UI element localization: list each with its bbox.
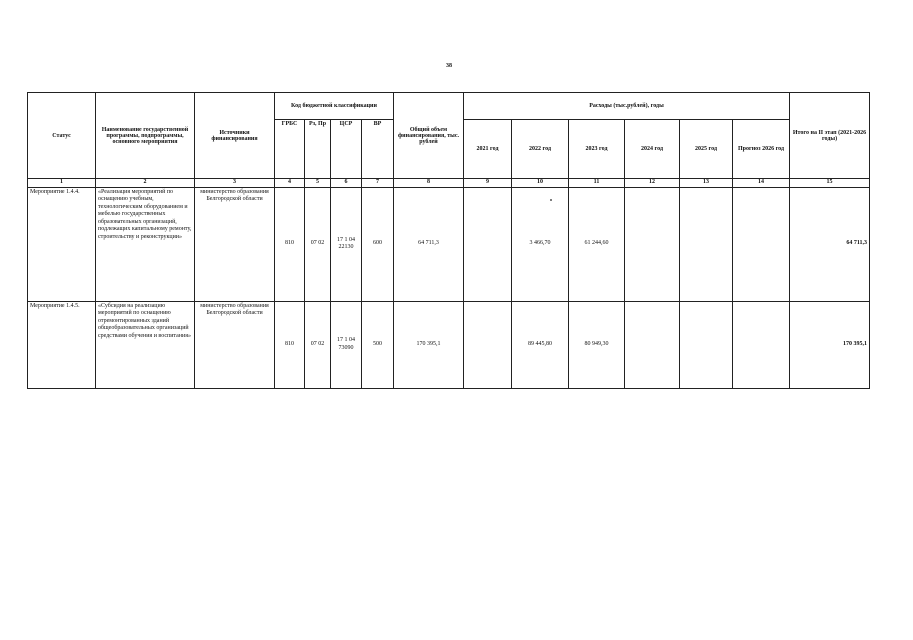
cell-rz-pr: 07 02 bbox=[305, 187, 331, 301]
cell-grbs: 810 bbox=[275, 187, 305, 301]
cell-stage-total: 170 395,1 bbox=[790, 301, 870, 388]
cell-grbs: 810 bbox=[275, 301, 305, 388]
cell-forecast-2026 bbox=[733, 187, 790, 301]
cell-total-volume: 170 395,1 bbox=[394, 301, 464, 388]
cell-stage-total: 64 711,3 bbox=[790, 187, 870, 301]
cell-2023: 80 949,30 bbox=[569, 301, 625, 388]
cell-status: Мероприятие 1.4.5. bbox=[28, 301, 96, 388]
cell-source: министерство образования Белгородской области bbox=[195, 301, 275, 388]
column-number: 4 bbox=[275, 179, 305, 188]
cell-name: «Субсидия на реализацию мероприятий по оснащению отремонтированных зданий общеобразовательных организаций средствами обучения и воспитания» bbox=[96, 301, 195, 388]
scan-speck bbox=[550, 199, 552, 201]
budget-table bbox=[27, 92, 870, 389]
cell-vr: 500 bbox=[362, 301, 394, 388]
column-number: 6 bbox=[331, 179, 362, 188]
cell-rz-pr: 07 02 bbox=[305, 301, 331, 388]
column-number: 12 bbox=[625, 179, 680, 188]
cell-2023: 61 244,60 bbox=[569, 187, 625, 301]
cell-2022: 3 466,70 bbox=[512, 187, 569, 301]
header-2023: 2023 год bbox=[569, 120, 625, 179]
cell-source: министерство образования Белгородской области bbox=[195, 187, 275, 301]
header-2024: 2024 год bbox=[625, 120, 680, 179]
column-number: 9 bbox=[464, 179, 512, 188]
header-2025: 2025 год bbox=[680, 120, 733, 179]
header-2022: 2022 год bbox=[512, 120, 569, 179]
cell-total-volume: 64 711,3 bbox=[394, 187, 464, 301]
header-expenses: Расходы (тыс.рублей), годы bbox=[464, 93, 790, 120]
column-number: 13 bbox=[680, 179, 733, 188]
header-csr: ЦСР bbox=[331, 120, 362, 179]
cell-2025 bbox=[680, 301, 733, 388]
column-number: 7 bbox=[362, 179, 394, 188]
table-row bbox=[28, 187, 870, 301]
column-number: 5 bbox=[305, 179, 331, 188]
page-number: 38 bbox=[446, 63, 452, 69]
cell-forecast-2026 bbox=[733, 301, 790, 388]
header-stage-total: Итого на II этап (2021-2026 годы) bbox=[790, 93, 870, 179]
cell-name: «Реализация мероприятий по оснащению учебным, технологическим оборудованием и мебелью государственных образовательных организаций, подлежащих капитальному ремонту, строительству и реконструкции» bbox=[96, 187, 195, 301]
cell-csr: 17 1 04 22130 bbox=[331, 187, 362, 301]
cell-2022: 89 445,80 bbox=[512, 301, 569, 388]
cell-csr: 17 1 04 73090 bbox=[331, 301, 362, 388]
cell-2025 bbox=[680, 187, 733, 301]
cell-2024 bbox=[625, 187, 680, 301]
header-forecast-2026: Прогноз 2026 год bbox=[733, 120, 790, 179]
column-number: 14 bbox=[733, 179, 790, 188]
column-number: 11 bbox=[569, 179, 625, 188]
header-name: Наименование государственной программы, подпрограммы, основного мероприятия bbox=[96, 93, 195, 179]
header-status: Статус bbox=[28, 93, 96, 179]
column-number: 1 bbox=[28, 179, 96, 188]
header-grbs: ГРБС bbox=[275, 120, 305, 179]
column-number: 10 bbox=[512, 179, 569, 188]
column-number: 8 bbox=[394, 179, 464, 188]
header-vr: ВР bbox=[362, 120, 394, 179]
cell-vr: 600 bbox=[362, 187, 394, 301]
header-2021: 2021 год bbox=[464, 120, 512, 179]
cell-status: Мероприятие 1.4.4. bbox=[28, 187, 96, 301]
cell-2021 bbox=[464, 187, 512, 301]
column-number: 15 bbox=[790, 179, 870, 188]
column-number: 3 bbox=[195, 179, 275, 188]
cell-2021 bbox=[464, 301, 512, 388]
table-row bbox=[28, 301, 870, 388]
header-source: Источники финансирования bbox=[195, 93, 275, 179]
header-rz-pr: Рз, Пр bbox=[305, 120, 331, 179]
header-total-volume: Общий объем финансирования, тыс. рублей bbox=[394, 93, 464, 179]
cell-2024 bbox=[625, 301, 680, 388]
header-budget-code: Код бюджетной классификации bbox=[275, 93, 394, 120]
column-number: 2 bbox=[96, 179, 195, 188]
